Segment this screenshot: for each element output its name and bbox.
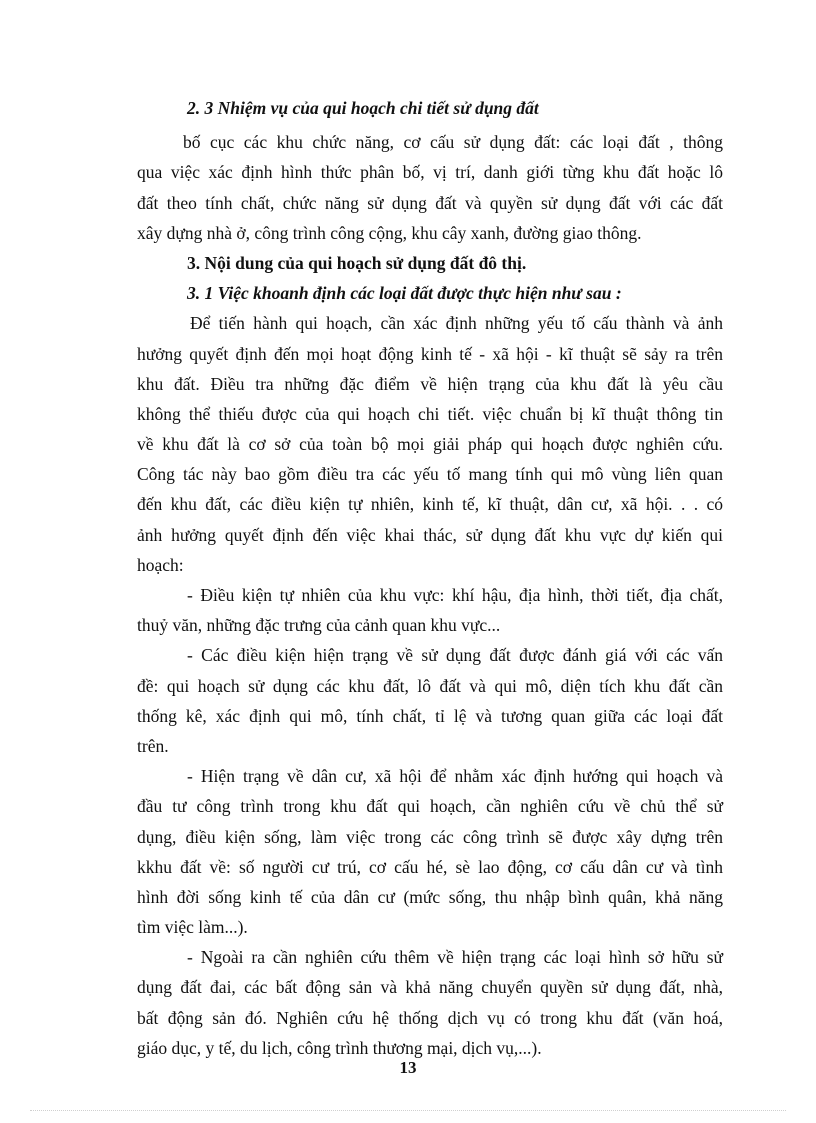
paragraph-line: hưởng quyết định đến mọi hoạt động kinh tế - xã hội - kĩ thuật sẽ sảy ra trên (137, 343, 723, 364)
bullet-line: - Điều kiện tự nhiên của khu vực: khí hậu, địa hình, thời tiết, địa chất, (187, 585, 723, 605)
page-bottom-divider (30, 1110, 786, 1111)
paragraph-line: khu đất. Điều tra những đặc điểm về hiện trạng của khu đất là yêu cầu (137, 373, 723, 394)
bullet-line: kkhu đất về: số người cư trú, cơ cấu hé, sè lao động, cơ cấu dân cư và tình (137, 856, 723, 877)
page-number: 13 (399, 1058, 417, 1077)
section-heading-2-3: 2. 3 Nhiệm vụ của qui hoạch chi tiết sử dụng đất (187, 98, 539, 118)
paragraph-line: về khu đất là cơ sở của toàn bộ mọi giải pháp qui hoạch được nghiên cứu. (137, 434, 723, 455)
bullet-line: bất động sản đó. Nghiên cứu hệ thống dịch vụ có trong khu đất (văn hoá, (137, 1007, 723, 1028)
paragraph-line: hoạch: (137, 554, 184, 575)
bullet-line: hình đời sống kinh tế của dân cư (mức sống, thu nhập bình quân, khả năng (137, 886, 723, 907)
bullet-item-natural-conditions (137, 580, 723, 640)
bullet-line: thuỷ văn, những đặc trưng của cảnh quan khu vực... (137, 615, 501, 636)
paragraph-3-1 (137, 308, 723, 580)
page-body (137, 93, 723, 1063)
bullet-item-land-use-status (137, 640, 723, 761)
bullet-line: đề: qui hoạch sử dụng các khu đất, lô đất và qui mô, diện tích khu đất cần (137, 675, 723, 696)
bullet-line: đầu tư công trình trong khu đất qui hoạch, cần nghiên cứu về chủ thể sử (137, 796, 723, 817)
paragraph-line: xây dựng nhà ở, công trình công cộng, khu cây xanh, đường giao thông. (137, 222, 642, 243)
bullet-line: giáo dục, y tế, du lịch, công trình thương mại, dịch vụ,...). (137, 1037, 542, 1058)
paragraph-line: Công tác này bao gồm điều tra các yếu tố mang tính qui mô vùng liên quan (137, 464, 723, 485)
bullet-line: - Ngoài ra cần nghiên cứu thêm về hiện trạng các loại hình sở hữu sử (187, 947, 723, 968)
bullet-line: tìm việc làm...). (137, 917, 248, 938)
paragraph-line: đến khu đất, các điều kiện tự nhiên, kinh tế, kĩ thuật, dân cư, xã hội. . . có (137, 494, 723, 515)
paragraph-line: đất theo tính chất, chức năng sử dụng đất và quyền sử dụng đất với các đất (137, 192, 723, 213)
bullet-line: dụng đất đai, các bất động sản và khả năng chuyển quyền sử dụng đất, nhà, (137, 977, 723, 998)
paragraph-line: qua việc xác định hình thức phân bố, vị trí, danh giới từng khu đất hoặc lô (137, 162, 723, 183)
paragraph-line: Để tiến hành qui hoạch, cần xác định những yếu tố cấu thành và ảnh (190, 313, 723, 334)
bullet-line: dụng, điều kiện sống, làm việc trong các công trình sẽ được xây dựng trên (137, 826, 723, 847)
bullet-line: - Các điều kiện hiện trạng về sử dụng đất được đánh giá với các vấn (187, 645, 723, 666)
bullet-line: - Hiện trạng về dân cư, xã hội để nhằm xác định hướng qui hoạch và (187, 766, 723, 787)
section-heading-3: 3. Nội dung của qui hoạch sử dụng đất đô thị. (187, 252, 527, 273)
bullet-item-ownership-status (137, 942, 723, 1063)
bullet-item-population-status (137, 761, 723, 942)
section-heading-3-1: 3. 1 Việc khoanh định các loại đất được thực hiện như sau : (187, 283, 622, 304)
bullet-line: trên. (137, 735, 169, 756)
paragraph-line: không thể thiếu được của qui hoạch chi tiết. việc chuẩn bị kĩ thuật thông tin (137, 403, 723, 424)
paragraph-line: bố cục các khu chức năng, cơ cấu sử dụng đất: các loại đất , thông (183, 132, 723, 153)
bullet-line: thống kê, xác định qui mô, tính chất, tỉ lệ và tương quan giữa các loại đất (137, 705, 723, 726)
paragraph-2-3 (137, 127, 723, 248)
paragraph-line: ảnh hưởng quyết định đến việc khai thác, sử dụng đất khu vực dự kiến qui (137, 524, 723, 545)
